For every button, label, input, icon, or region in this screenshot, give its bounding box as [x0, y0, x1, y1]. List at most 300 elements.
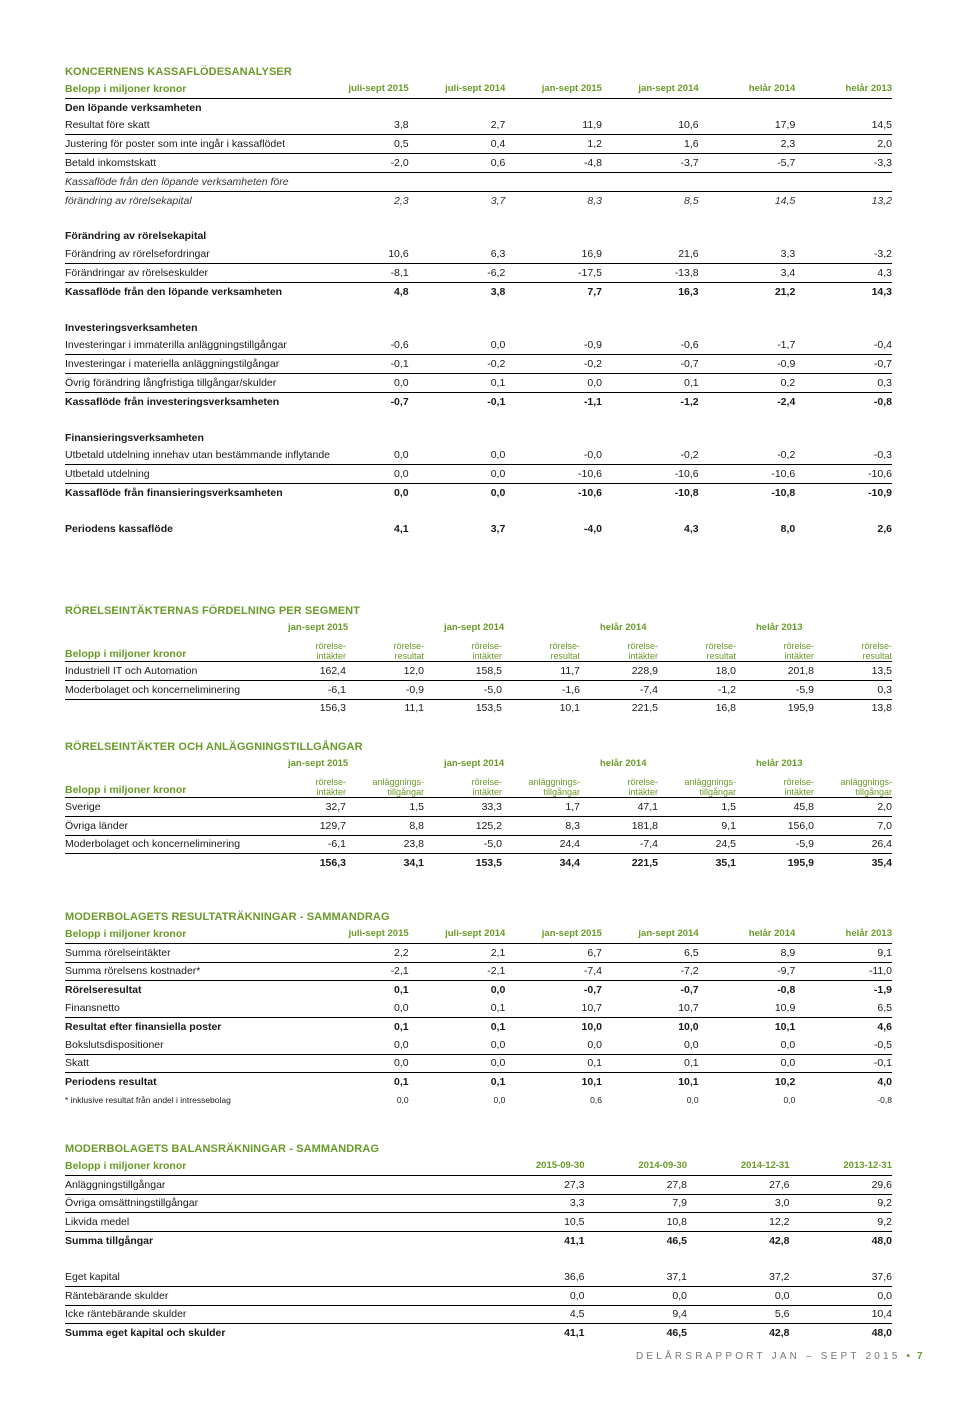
row-label: Kassaflöde från den löpande verksamheten [65, 282, 312, 300]
table-row [65, 319, 892, 337]
cell-value: 10,7 [678, 1002, 699, 1015]
cell-value: -2,1 [487, 965, 506, 978]
cell-value [409, 429, 506, 447]
cell-value: 13,2 [871, 194, 892, 207]
cell-value [602, 228, 699, 246]
cell-value: 10,0 [602, 1017, 699, 1035]
balance-title: MODERBOLAGETS BALANSRÄKNINGAR - SAMMANDRAG [65, 1143, 380, 1155]
cell-value: 0,0 [686, 1095, 699, 1106]
column-header [502, 771, 580, 798]
cell-value: 4,6 [795, 1017, 892, 1035]
table-row [65, 1324, 892, 1342]
cell-value: 42,8 [687, 1232, 790, 1250]
row-label: Summa tillgångar [65, 1232, 312, 1250]
cell-value: 221,5 [631, 857, 658, 870]
row-label: Moderbolaget och koncerneliminering [65, 680, 268, 699]
cell-value: 0,0 [409, 337, 506, 355]
cell-value: 153,5 [475, 702, 502, 715]
cell-value: 4,1 [394, 522, 409, 535]
cell-value: -0,7 [505, 981, 602, 999]
table-row [65, 981, 892, 999]
cell-value: 0,0 [394, 377, 409, 390]
header-label: Belopp i miljoner kronor [65, 80, 312, 98]
cell-value: 8,0 [780, 522, 796, 535]
table-row [65, 999, 892, 1017]
cell-value: 7,0 [814, 816, 892, 835]
row-label: Summa rörelseintäkter [65, 943, 312, 962]
cell-value [795, 411, 892, 429]
row-label: Förändring av rörelsefordringar [65, 245, 312, 263]
cell-value: -0,8 [877, 1095, 892, 1106]
cell-value: -0,2 [505, 355, 602, 374]
cell-value: 10,6 [602, 117, 699, 135]
row-label: Investeringsverksamheten [65, 321, 198, 334]
table-row [65, 355, 892, 374]
group-header-row [65, 755, 892, 771]
cell-value: 46,5 [585, 1324, 688, 1342]
cell-value: 0,0 [409, 484, 506, 502]
row-label: * inklusive resultat från andel i intressebolag [65, 1095, 231, 1106]
cell-value: 0,0 [790, 1286, 893, 1305]
cell-value: 10,5 [564, 1216, 585, 1229]
table-row [65, 680, 892, 699]
subheader-row [65, 771, 892, 798]
cell-value: 4,0 [795, 1073, 892, 1091]
column-header [736, 771, 814, 798]
cell-value: 37,1 [585, 1268, 688, 1286]
table-row [65, 337, 892, 355]
cell-value [312, 1232, 482, 1250]
cell-value: 12,2 [769, 1216, 790, 1229]
footer-text: DELÅRSRAPPORT JAN – SEPT 2015 [636, 1351, 901, 1362]
cell-value [312, 429, 409, 447]
cell-value: -2,4 [699, 392, 796, 410]
cell-value: 0,1 [684, 377, 699, 390]
table-row [65, 392, 892, 410]
cell-value: 35,4 [871, 857, 892, 870]
row-label: Kassaflöde från investeringsverksamheten [65, 392, 312, 410]
column-header-line: resultat [706, 651, 736, 661]
cell-value: -5,9 [736, 835, 814, 854]
cell-value: 9,1 [658, 816, 736, 835]
column-header: 2015-09-30 [482, 1157, 585, 1175]
cell-value: 9,4 [672, 1308, 687, 1321]
cell-value: 29,6 [790, 1175, 893, 1194]
cell-value [505, 228, 602, 246]
segment-table [65, 619, 892, 717]
cell-value: 0,0 [312, 484, 409, 502]
cell-value: 10,9 [774, 1002, 796, 1015]
row-label: Periodens kassaflöde [65, 522, 173, 535]
column-header [814, 635, 892, 662]
cell-value: -10,9 [795, 484, 892, 502]
table-row [65, 98, 892, 116]
cell-value: 0,0 [409, 447, 506, 465]
column-header: jan-sept 2015 [505, 80, 602, 98]
column-header [658, 771, 736, 798]
cell-value: 16,8 [715, 702, 736, 715]
cell-value: -4,0 [583, 522, 602, 535]
cell-value: 201,8 [736, 662, 814, 681]
cell-value: -0,9 [346, 680, 424, 699]
income-title: MODERBOLAGETS RESULTATRÄKNINGAR - SAMMANDRAG [65, 911, 390, 923]
cell-value [312, 172, 409, 191]
row-label [65, 699, 268, 717]
table-row [65, 798, 892, 817]
row-label: Rörelseresultat [65, 981, 312, 999]
cell-value [699, 502, 796, 520]
cell-value: 8,8 [346, 816, 424, 835]
cell-value: 27,3 [482, 1175, 585, 1194]
cell-value [312, 1286, 482, 1305]
cell-value: 0,1 [587, 1057, 602, 1070]
table-row [65, 1054, 892, 1073]
cell-value: 0,1 [312, 1017, 409, 1035]
header-row [65, 925, 892, 943]
cell-value [409, 228, 506, 246]
cell-value: 27,6 [687, 1175, 790, 1194]
row-label: Bokslutsdispositioner [65, 1036, 312, 1054]
cell-value: 13,5 [814, 662, 892, 681]
cell-value: 3,3 [482, 1194, 585, 1213]
column-header: juli-sept 2014 [409, 925, 506, 943]
cell-value: 129,7 [268, 816, 346, 835]
cell-value: 0,0 [585, 1286, 688, 1305]
cell-value: 2,1 [409, 943, 506, 962]
cell-value [602, 411, 699, 429]
cell-value: -7,4 [583, 965, 602, 978]
cell-value: -0,9 [505, 337, 602, 355]
row-label: Investeringar i immaterilla anläggningstillgångar [65, 337, 312, 355]
cell-value: 10,4 [871, 1308, 892, 1321]
table-row [65, 228, 892, 246]
column-header-line: rörelse- [315, 777, 346, 787]
cell-value [409, 411, 506, 429]
cell-value: -9,7 [777, 965, 796, 978]
header-row [65, 80, 892, 98]
cell-value: 6,5 [602, 943, 699, 962]
row-label: Likvida medel [65, 1216, 130, 1229]
cell-value: 0,0 [409, 981, 506, 999]
cell-value: -7,4 [580, 835, 658, 854]
row-label [65, 1250, 312, 1268]
cell-value: -17,5 [578, 267, 602, 280]
cell-value: 10,6 [312, 245, 409, 263]
page-footer [636, 1351, 924, 1362]
table-row [65, 172, 892, 191]
cell-value: -10,8 [602, 484, 699, 502]
table-row [65, 1286, 892, 1305]
column-header: helår 2014 [699, 80, 796, 98]
cell-value: 23,8 [346, 835, 424, 854]
cell-value: 10,0 [505, 1017, 602, 1035]
cell-value [312, 228, 409, 246]
cell-value: 0,0 [394, 1002, 409, 1015]
cell-value [312, 319, 409, 337]
table-row [65, 816, 892, 835]
cell-value: -1,2 [602, 392, 699, 410]
cell-value: -13,8 [674, 267, 699, 280]
column-header: 2013-12-31 [790, 1157, 893, 1175]
cell-value [790, 1250, 893, 1268]
cell-value: -0,8 [795, 392, 892, 410]
row-label: Resultat före skatt [65, 117, 312, 135]
column-header-line: rörelse- [861, 641, 892, 651]
table-row [65, 154, 892, 173]
cell-value [409, 172, 506, 191]
cell-value [795, 319, 892, 337]
cell-value: 3,0 [687, 1194, 790, 1213]
assets-title: RÖRELSEINTÄKTER OCH ANLÄGGNINGSTILLGÅNGAR [65, 741, 363, 753]
cell-value: 10,1 [602, 1073, 699, 1091]
cell-value [312, 1194, 482, 1213]
cell-value: 2,0 [795, 135, 892, 154]
cell-value [312, 301, 409, 319]
column-header-line: intäkter [628, 651, 658, 661]
cell-value: 0,0 [312, 1036, 409, 1054]
cell-value [699, 210, 796, 228]
cell-value: 8,9 [699, 943, 796, 962]
header-row [65, 1157, 892, 1175]
column-header: helår 2013 [795, 925, 892, 943]
cell-value: 16,9 [505, 245, 602, 263]
cell-value: 3,4 [780, 267, 796, 280]
cell-value: 1,5 [658, 798, 736, 817]
cell-value: 14,5 [774, 194, 796, 207]
group-header: jan-sept 2015 [288, 621, 349, 633]
column-header [346, 635, 424, 662]
table-row [65, 374, 892, 393]
cell-value: -5,7 [699, 154, 796, 173]
footer-bullet: • [906, 1351, 912, 1362]
row-label: Övriga länder [65, 816, 268, 835]
cell-value [602, 319, 699, 337]
cell-value [312, 210, 409, 228]
column-header: 2014-12-31 [687, 1157, 790, 1175]
table-row [65, 699, 892, 717]
cell-value: -5,0 [424, 835, 502, 854]
cell-value: 0,1 [409, 1073, 506, 1091]
cell-value: 228,9 [580, 662, 658, 681]
cell-value: 5,6 [774, 1308, 790, 1321]
row-label: Räntebärande skulder [65, 1286, 312, 1305]
cell-value: -0,7 [312, 392, 409, 410]
subheader-row [65, 635, 892, 662]
assets-table [65, 755, 892, 872]
column-header [580, 635, 658, 662]
cell-value [505, 429, 602, 447]
cell-value [795, 502, 892, 520]
column-header: 2014-09-30 [585, 1157, 688, 1175]
table-row [65, 1305, 892, 1324]
cell-value: 0,6 [409, 154, 506, 173]
cell-value: 0,0 [783, 1095, 796, 1106]
group-header: jan-sept 2014 [444, 621, 505, 633]
cell-value [505, 502, 602, 520]
table-row [65, 484, 892, 502]
cell-value: -6,2 [487, 267, 506, 280]
row-label: förändring av rörelsekapital [65, 194, 192, 207]
cell-value: -10,6 [505, 484, 602, 502]
cell-value: 41,1 [482, 1324, 585, 1342]
table-row [65, 465, 892, 484]
cell-value [409, 319, 506, 337]
column-header-line: tillgångar [543, 787, 580, 797]
cell-value: 27,8 [585, 1175, 688, 1194]
cell-value: 18,0 [658, 662, 736, 681]
cell-value: 2,6 [877, 522, 892, 535]
group-header: helår 2014 [600, 757, 647, 769]
cell-value: 0,2 [780, 377, 796, 390]
cell-value: 125,2 [424, 816, 502, 835]
column-header [814, 771, 892, 798]
row-label: Periodens resultat [65, 1073, 312, 1091]
table-row [65, 1232, 892, 1250]
column-header-line: rörelse- [783, 641, 814, 651]
column-header: helår 2014 [699, 925, 796, 943]
cell-value: 12,0 [346, 662, 424, 681]
cell-value: -0,6 [312, 337, 409, 355]
cell-value [602, 98, 699, 116]
cell-value [409, 210, 506, 228]
table-row [65, 962, 892, 981]
header-label: Belopp i miljoner kronor [65, 771, 268, 798]
cell-value: 14,3 [795, 282, 892, 300]
cell-value: 8,3 [502, 816, 580, 835]
cell-value: 45,8 [736, 798, 814, 817]
row-label [65, 210, 312, 228]
cell-value: -1,2 [658, 680, 736, 699]
cell-value [312, 1268, 482, 1286]
cell-value: -10,8 [699, 484, 796, 502]
column-header [312, 1157, 482, 1175]
cell-value: 11,9 [505, 117, 602, 135]
cell-value [482, 1250, 585, 1268]
cell-value: -0,1 [312, 355, 409, 374]
column-header-line: intäkter [784, 651, 814, 661]
cell-value [687, 1250, 790, 1268]
column-header-line: rörelse- [393, 641, 424, 651]
group-header: helår 2014 [600, 621, 647, 633]
cell-value: 7,9 [585, 1194, 688, 1213]
column-header [424, 635, 502, 662]
row-label: Övrig förändring långfristiga tillgångar/skulder [65, 377, 277, 390]
cell-value [699, 228, 796, 246]
row-label: Kassaflöde från finansieringsverksamheten [65, 484, 312, 502]
cell-value: 8,5 [684, 194, 699, 207]
column-header: juli-sept 2014 [409, 80, 506, 98]
row-label [65, 301, 312, 319]
row-label: Utbetald utdelning [65, 468, 150, 481]
column-header-line: anläggnings- [372, 777, 424, 787]
cell-value: -10,6 [771, 468, 796, 481]
cell-value: 42,8 [687, 1324, 790, 1342]
cell-value: 2,7 [409, 117, 506, 135]
column-header [268, 771, 346, 798]
cell-value [312, 98, 409, 116]
group-header-row [65, 619, 892, 635]
cell-value: -6,1 [268, 680, 346, 699]
cell-value: 2,0 [814, 798, 892, 817]
cell-value: -10,6 [868, 468, 892, 481]
cell-value [699, 172, 796, 191]
cell-value: 26,4 [814, 835, 892, 854]
cell-value: 47,1 [580, 798, 658, 817]
cell-value: 3,8 [312, 117, 409, 135]
group-header: jan-sept 2014 [444, 757, 505, 769]
cell-value [505, 98, 602, 116]
row-label: Eget kapital [65, 1268, 312, 1286]
column-header: jan-sept 2014 [602, 925, 699, 943]
cell-value: 0,5 [312, 135, 409, 154]
cashflow-section [65, 64, 892, 538]
cell-value [795, 228, 892, 246]
cell-value: 0,0 [394, 468, 409, 481]
column-header-line: tillgångar [387, 787, 424, 797]
column-header-line: rörelse- [471, 777, 502, 787]
cell-value: -0,7 [795, 355, 892, 374]
cell-value: 0,0 [587, 377, 602, 390]
table-row [65, 662, 892, 681]
assets-section [65, 739, 892, 872]
cell-value [312, 1305, 482, 1324]
cell-value: 0,1 [684, 1057, 699, 1070]
cell-value: 9,2 [877, 1216, 892, 1229]
cell-value: 32,7 [268, 798, 346, 817]
cell-value [795, 301, 892, 319]
cell-value: -1,9 [795, 981, 892, 999]
row-label: Sverige [65, 798, 268, 817]
income-section [65, 909, 892, 1109]
cell-value: 0,6 [590, 1095, 602, 1106]
cashflow-title: KONCERNENS KASSAFLÖDESANALYSER [65, 66, 292, 78]
cell-value [602, 210, 699, 228]
cell-value: 34,4 [559, 857, 580, 870]
cell-value [505, 319, 602, 337]
table-row [65, 301, 892, 319]
cell-value: 46,5 [585, 1232, 688, 1250]
segment-title: RÖRELSEINTÄKTERNAS FÖRDELNING PER SEGMENT [65, 605, 361, 617]
cell-value: 0,1 [312, 981, 409, 999]
cell-value [505, 172, 602, 191]
cell-value: -0,5 [795, 1036, 892, 1054]
empty-cell [65, 619, 268, 635]
cell-value: -7,2 [680, 965, 699, 978]
cell-value: 34,1 [403, 857, 424, 870]
row-label: Den löpande verksamheten [65, 101, 202, 114]
cell-value: -0,9 [699, 355, 796, 374]
column-header-line: intäkter [472, 651, 502, 661]
table-row [65, 854, 892, 872]
column-header [268, 635, 346, 662]
cell-value: 0,0 [312, 447, 409, 465]
cell-value: 10,8 [666, 1216, 687, 1229]
cell-value: 10,1 [699, 1017, 796, 1035]
cell-value: -5,0 [424, 680, 502, 699]
cell-value: 11,1 [404, 702, 424, 715]
row-label: Resultat efter finansiella poster [65, 1017, 312, 1035]
cell-value [312, 1324, 482, 1342]
column-header-line: rörelse- [627, 641, 658, 651]
column-header-line: anläggnings- [684, 777, 736, 787]
row-label: Investeringar i materiella anläggningstilgångar [65, 355, 312, 374]
cell-value: -5,9 [736, 680, 814, 699]
cell-value [795, 429, 892, 447]
table-row [65, 191, 892, 209]
column-header-line: resultat [862, 651, 892, 661]
balance-table [65, 1157, 892, 1342]
segment-section [65, 603, 892, 717]
